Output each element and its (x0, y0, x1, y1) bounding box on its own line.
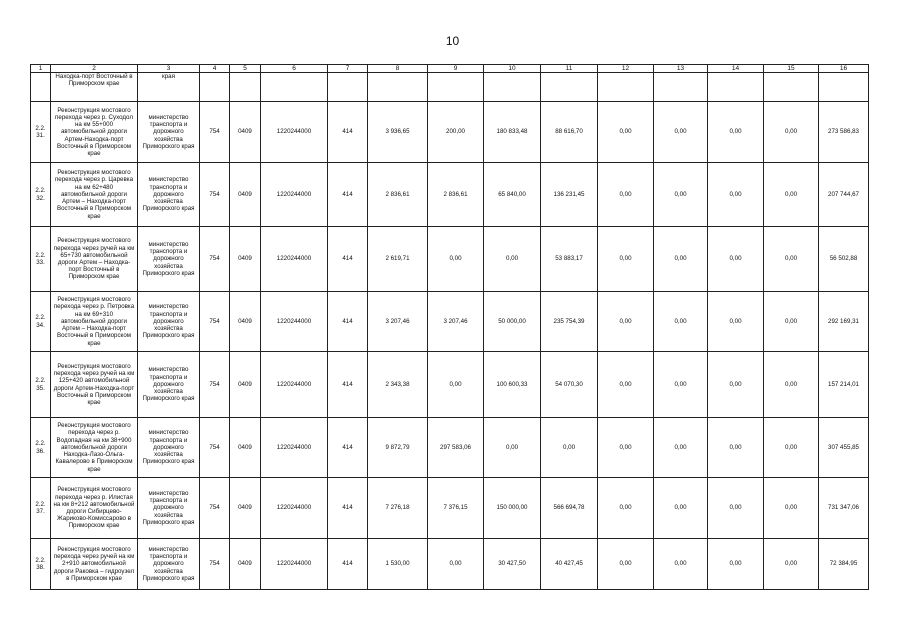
column-number: 16 (819, 65, 869, 73)
amount-cell: 0,00 (654, 352, 708, 418)
section-code-cell: 0409 (230, 418, 261, 478)
amount-cell: 0,00 (764, 227, 819, 292)
organization-cell: министерство транспорта и дорожного хозяйства Приморского края (138, 352, 200, 418)
total-cell: 72 384,95 (819, 539, 869, 590)
amount-cell: 40 427,45 (541, 539, 598, 590)
column-number: 9 (428, 65, 484, 73)
column-number: 12 (598, 65, 654, 73)
amount-cell: 0,00 (654, 163, 708, 227)
project-name-cell: Реконструкция мостового перехода через р. Водопадная на км 38+900 автомобильной дороги Находка-Лазо-Ольга-Кавалерово в Приморском крае (51, 418, 138, 478)
amount-cell: 65 840,00 (484, 163, 541, 227)
amount-cell: 0,00 (764, 292, 819, 352)
amount-cell: 0,00 (598, 478, 654, 539)
expense-type-cell: 414 (328, 163, 368, 227)
table-row (31, 352, 869, 418)
amount-cell: 50 000,00 (484, 292, 541, 352)
total-cell: 731 347,06 (819, 478, 869, 539)
table-row (31, 292, 869, 352)
organization-cell: министерство транспорта и дорожного хозяйства Приморского края (138, 292, 200, 352)
organization-cell: края (138, 73, 200, 102)
column-number: 8 (368, 65, 428, 73)
column-number: 10 (484, 65, 541, 73)
amount-cell: 0,00 (654, 102, 708, 163)
table-row (31, 539, 869, 590)
amount-cell: 2 836,61 (368, 163, 428, 227)
cell-empty (428, 73, 484, 102)
ministry-code-cell: 754 (200, 478, 230, 539)
expense-type-cell: 414 (328, 418, 368, 478)
column-number: 11 (541, 65, 598, 73)
amount-cell: 0,00 (764, 418, 819, 478)
section-code-cell: 0409 (230, 352, 261, 418)
amount-cell: 7 376,15 (428, 478, 484, 539)
cell-empty (484, 73, 541, 102)
target-article-cell: 1220244000 (261, 352, 328, 418)
expense-type-cell: 414 (328, 352, 368, 418)
organization-cell: министерство транспорта и дорожного хозяйства Приморского края (138, 418, 200, 478)
row-number-cell: 2.2. 33. (31, 227, 51, 292)
amount-cell: 0,00 (428, 227, 484, 292)
amount-cell: 0,00 (598, 227, 654, 292)
amount-cell: 0,00 (708, 292, 764, 352)
budget-table (30, 64, 869, 590)
section-code-cell: 0409 (230, 102, 261, 163)
section-code-cell: 0409 (230, 478, 261, 539)
amount-cell: 297 583,06 (428, 418, 484, 478)
cell-empty (230, 73, 261, 102)
expense-type-cell: 414 (328, 227, 368, 292)
total-cell: 56 502,88 (819, 227, 869, 292)
column-number: 4 (200, 65, 230, 73)
expense-type-cell: 414 (328, 539, 368, 590)
column-number: 15 (764, 65, 819, 73)
amount-cell: 0,00 (484, 418, 541, 478)
expense-type-cell: 414 (328, 478, 368, 539)
amount-cell: 0,00 (764, 102, 819, 163)
expense-type-cell: 414 (328, 292, 368, 352)
column-number: 3 (138, 65, 200, 73)
cell-empty (261, 73, 328, 102)
amount-cell: 53 883,17 (541, 227, 598, 292)
project-name-cell: Реконструкция мостового перехода через р. Суходол на км 55+000 автомобильной дороги Артем-Находка-порт Восточный в Приморском крае (51, 102, 138, 163)
amount-cell: 0,00 (654, 292, 708, 352)
total-cell: 307 455,85 (819, 418, 869, 478)
row-number-cell: 2.2. 38. (31, 539, 51, 590)
amount-cell: 2 836,61 (428, 163, 484, 227)
amount-cell: 0,00 (708, 478, 764, 539)
ministry-code-cell: 754 (200, 539, 230, 590)
amount-cell: 0,00 (654, 478, 708, 539)
amount-cell: 0,00 (428, 352, 484, 418)
amount-cell: 180 833,48 (484, 102, 541, 163)
amount-cell: 235 754,39 (541, 292, 598, 352)
cell-empty (328, 73, 368, 102)
organization-cell: министерство транспорта и дорожного хозяйства Приморского края (138, 163, 200, 227)
total-cell: 207 744,67 (819, 163, 869, 227)
total-cell: 157 214,01 (819, 352, 869, 418)
amount-cell: 0,00 (708, 418, 764, 478)
amount-cell: 0,00 (598, 352, 654, 418)
row-number-cell: 2.2. 34. (31, 292, 51, 352)
amount-cell: 2 619,71 (368, 227, 428, 292)
column-number: 6 (261, 65, 328, 73)
project-name-cell: Находка-порт Восточный в Приморском крае (51, 73, 138, 102)
project-name-cell: Реконструкция мостового перехода через р. Петровка на км 69+310 автомобильной дороги Артем – Находка-порт Восточный в Приморском крае (51, 292, 138, 352)
cell-empty (764, 73, 819, 102)
cell-empty (541, 73, 598, 102)
target-article-cell: 1220244000 (261, 418, 328, 478)
amount-cell: 0,00 (764, 478, 819, 539)
amount-cell: 88 616,70 (541, 102, 598, 163)
column-number: 13 (654, 65, 708, 73)
amount-cell: 0,00 (598, 418, 654, 478)
column-number-row (31, 65, 869, 73)
row-number-cell: 2.2. 36. (31, 418, 51, 478)
cell-empty (819, 73, 869, 102)
amount-cell: 9 872,79 (368, 418, 428, 478)
target-article-cell: 1220244000 (261, 478, 328, 539)
expense-type-cell: 414 (328, 102, 368, 163)
target-article-cell: 1220244000 (261, 539, 328, 590)
cell-empty (368, 73, 428, 102)
section-code-cell: 0409 (230, 227, 261, 292)
column-number: 2 (51, 65, 138, 73)
project-name-cell: Реконструкция мостового перехода через р. Илистая на км 8+212 автомобильной дороги Сибирцево-Жариково-Комиссарово в Приморском крае (51, 478, 138, 539)
ministry-code-cell: 754 (200, 102, 230, 163)
section-code-cell: 0409 (230, 292, 261, 352)
target-article-cell: 1220244000 (261, 102, 328, 163)
amount-cell: 0,00 (764, 352, 819, 418)
organization-cell: министерство транспорта и дорожного хозяйства Приморского края (138, 478, 200, 539)
amount-cell: 3 207,46 (428, 292, 484, 352)
ministry-code-cell: 754 (200, 418, 230, 478)
amount-cell: 3 207,46 (368, 292, 428, 352)
amount-cell: 0,00 (598, 102, 654, 163)
project-name-cell: Реконструкция мостового перехода через ручей на км 65+730 автомобильной дороги Артем – Находка-порт Восточный в Приморском крае (51, 227, 138, 292)
target-article-cell: 1220244000 (261, 163, 328, 227)
ministry-code-cell: 754 (200, 352, 230, 418)
column-number: 7 (328, 65, 368, 73)
section-code-cell: 0409 (230, 539, 261, 590)
amount-cell: 0,00 (654, 227, 708, 292)
amount-cell: 100 600,33 (484, 352, 541, 418)
organization-cell: министерство транспорта и дорожного хозяйства Приморского края (138, 539, 200, 590)
row-number-cell: 2.2. 37. (31, 478, 51, 539)
amount-cell: 0,00 (541, 418, 598, 478)
row-number-cell: 2.2. 35. (31, 352, 51, 418)
amount-cell: 0,00 (708, 102, 764, 163)
amount-cell: 7 276,18 (368, 478, 428, 539)
cell-empty (598, 73, 654, 102)
amount-cell: 0,00 (654, 539, 708, 590)
target-article-cell: 1220244000 (261, 292, 328, 352)
table-row (31, 227, 869, 292)
amount-cell: 0,00 (598, 292, 654, 352)
ministry-code-cell: 754 (200, 227, 230, 292)
table-row (31, 163, 869, 227)
amount-cell: 3 936,65 (368, 102, 428, 163)
cell-empty (200, 73, 230, 102)
project-name-cell: Реконструкция мостового перехода через ручей на км 125+420 автомобильной дороги Артем-Находка-порт Восточный в Приморском крае (51, 352, 138, 418)
project-name-cell: Реконструкция мостового перехода через ручей на км 2+910 автомобильной дороги Раковка – гидроузел в Приморском крае (51, 539, 138, 590)
amount-cell: 0,00 (708, 163, 764, 227)
organization-cell: министерство транспорта и дорожного хозяйства Приморского края (138, 227, 200, 292)
column-number: 5 (230, 65, 261, 73)
amount-cell: 0,00 (428, 539, 484, 590)
row-number-cell: 2.2. 31. (31, 102, 51, 163)
amount-cell: 0,00 (654, 418, 708, 478)
section-code-cell: 0409 (230, 163, 261, 227)
amount-cell: 54 070,30 (541, 352, 598, 418)
amount-cell: 0,00 (598, 539, 654, 590)
amount-cell: 0,00 (598, 163, 654, 227)
amount-cell: 1 530,00 (368, 539, 428, 590)
cell-empty (31, 73, 51, 102)
amount-cell: 0,00 (708, 227, 764, 292)
amount-cell: 136 231,45 (541, 163, 598, 227)
amount-cell: 0,00 (764, 163, 819, 227)
amount-cell: 2 343,38 (368, 352, 428, 418)
table-row (31, 418, 869, 478)
target-article-cell: 1220244000 (261, 227, 328, 292)
amount-cell: 0,00 (484, 227, 541, 292)
table-row (31, 102, 869, 163)
amount-cell: 0,00 (764, 539, 819, 590)
amount-cell: 30 427,50 (484, 539, 541, 590)
table-row (31, 478, 869, 539)
page-number: 10 (445, 34, 460, 48)
total-cell: 292 169,31 (819, 292, 869, 352)
amount-cell: 0,00 (708, 539, 764, 590)
amount-cell: 0,00 (708, 352, 764, 418)
project-name-cell: Реконструкция мостового перехода через р. Царевка на км 62+480 автомобильной дороги Артем – Находка-порт Восточный в Приморском крае (51, 163, 138, 227)
column-number: 14 (708, 65, 764, 73)
ministry-code-cell: 754 (200, 292, 230, 352)
amount-cell: 150 000,00 (484, 478, 541, 539)
continuation-row (31, 73, 869, 102)
ministry-code-cell: 754 (200, 163, 230, 227)
organization-cell: министерство транспорта и дорожного хозяйства Приморского края (138, 102, 200, 163)
column-number: 1 (31, 65, 51, 73)
amount-cell: 200,00 (428, 102, 484, 163)
total-cell: 273 586,83 (819, 102, 869, 163)
cell-empty (708, 73, 764, 102)
row-number-cell: 2.2. 32. (31, 163, 51, 227)
cell-empty (654, 73, 708, 102)
amount-cell: 566 694,78 (541, 478, 598, 539)
